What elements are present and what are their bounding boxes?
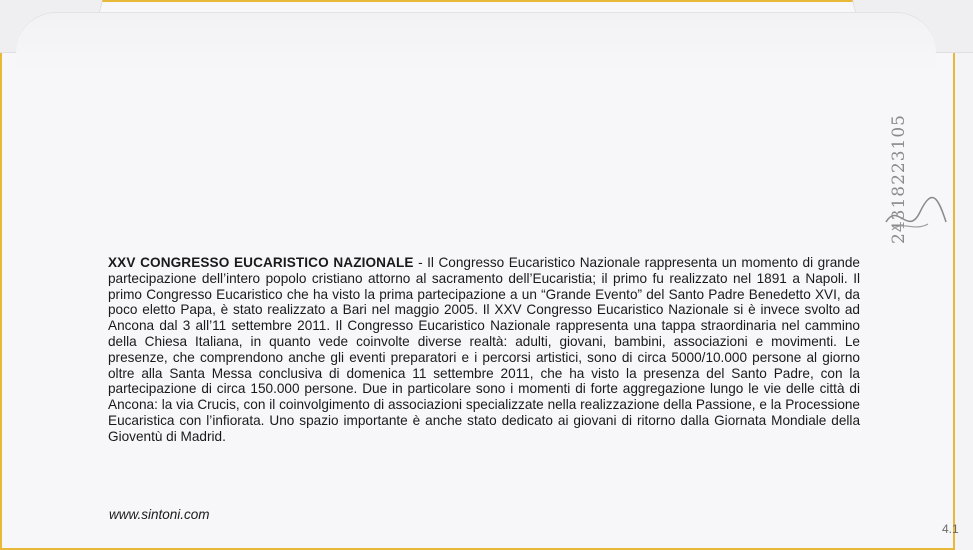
website-url: www.sintoni.com: [109, 507, 210, 522]
description-heading: XXV CONGRESSO EUCARISTICO NAZIONALE: [108, 255, 414, 270]
signature-scribble: [878, 192, 953, 242]
description-text: [108, 255, 860, 445]
heading-separator: -: [413, 255, 428, 270]
handwritten-number: 24318223105: [889, 114, 909, 244]
description-body: Il Congresso Eucaristico Nazionale rappresenta un momento di grande partecipazione dell’intero popolo cristiano attorno al sacramento dell’Eucaristia; il primo fu realizzato nel 1891 a Napoli. Il primo Congresso Eucaristico che ha visto la prima partecipazione a un “Grande Evento” del Santo Padre Benedetto XVI, da poco eletto Papa, è stato realizzato a Bari nel maggio 2005. Il XXV Congresso Eucaristico Nazionale si è invece svolto ad Ancona dal 3 all’11 settembre 2011. Il Congresso Eucaristico Nazionale rappresenta una tappa straordinaria nel cammino della Chiesa Italiana, in quanto vede coinvolte diverse realtà: adulti, giovani, bambini, associazioni e movimenti. Le presenze, che comprendono anche gli eventi preparatori e i percorsi artistici, sono di circa 5000/10.000 persone al giorno oltre alla Santa Messa conclusiva di domenica 11 settembre 2011, che ha visto la presenza del Santo Padre, con la partecipazione di circa 150.000 persone. Due in particolare sono i momenti di forte aggregazione lungo le vie delle città di Ancona: la via Crucis, con il coinvolgimento di associazioni specializzate nella realizzazione della Passione, e la Processione Eucaristica con l’infiorata. Uno spazio importante è anche stato dedicato ai giovani di ritorno dalla Giornata Mondiale della Gioventù di Madrid.: [108, 255, 860, 444]
envelope-flap: [16, 12, 936, 73]
corner-pencil-mark: 4.1: [942, 522, 959, 536]
